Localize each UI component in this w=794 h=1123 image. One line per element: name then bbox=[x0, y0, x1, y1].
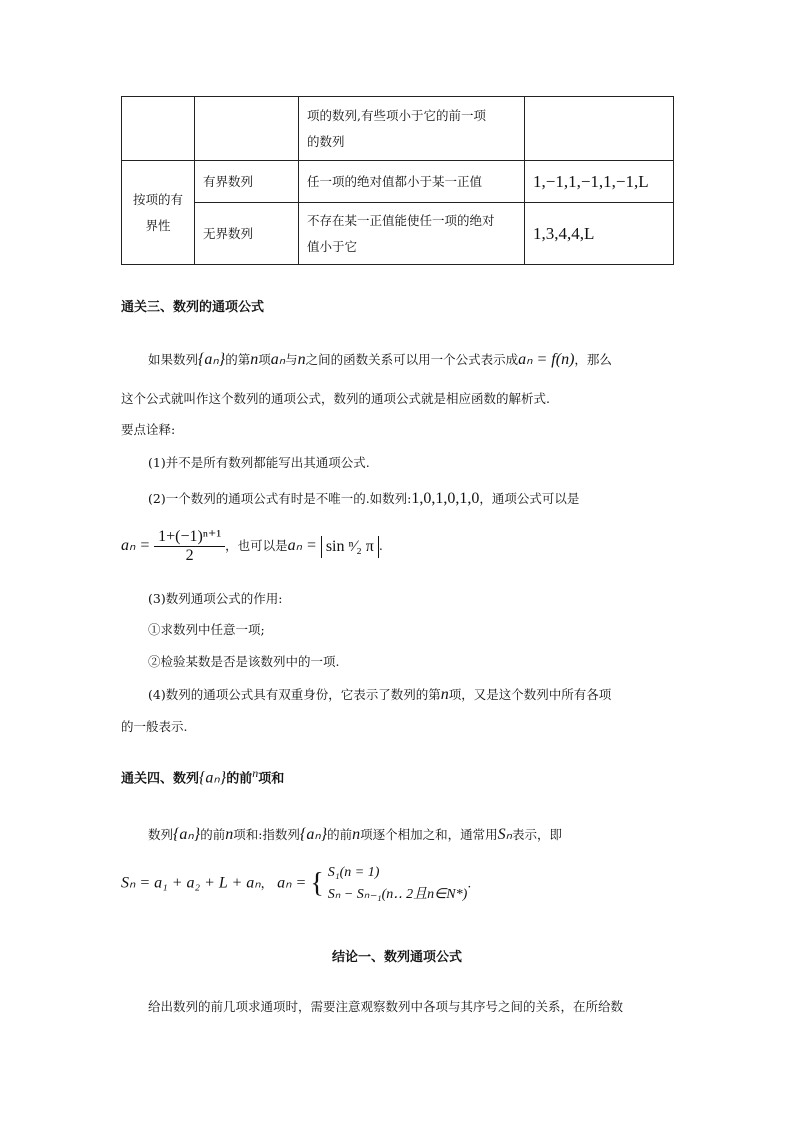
fraction bbox=[154, 528, 225, 565]
table-cell bbox=[122, 97, 195, 161]
text: 通关四、数列 bbox=[121, 771, 200, 787]
math: aₙ = bbox=[121, 537, 151, 554]
text: 项 bbox=[258, 352, 271, 367]
cell-text: 不存在某一正值能使任一项的绝对 bbox=[307, 212, 495, 228]
text: 的第 bbox=[225, 352, 251, 367]
unbounded-seq-name: 无界数列 bbox=[195, 203, 299, 265]
text: 之间的函数关系可以用一个公式表示成 bbox=[305, 352, 519, 367]
math: 1,0,1,0,1,0 bbox=[411, 490, 480, 507]
piecewise bbox=[328, 862, 468, 906]
math: {aₙ} bbox=[173, 826, 201, 843]
section-heading: 结论一、数列通项公式 bbox=[331, 950, 462, 965]
paragraph bbox=[121, 686, 674, 704]
bounded-seq-name: 有界数列 bbox=[195, 161, 299, 203]
math: Sₙ bbox=[497, 826, 512, 843]
paragraph: ①求数列中任意一项; bbox=[148, 622, 265, 637]
cell-text: 的数列 bbox=[307, 133, 345, 149]
unbounded-seq-example: 1,3,4,4,L bbox=[525, 203, 674, 265]
text: ，通项公式可以是 bbox=[479, 491, 580, 506]
absolute-value: sin ⁿ⁄₂ π bbox=[321, 536, 379, 558]
paragraph: 这个公式就叫作这个数列的通项公式，数列的通项公式就是相应函数的解析式. bbox=[121, 391, 550, 406]
unbounded-seq-def bbox=[299, 203, 525, 265]
text: 项和:指数列 bbox=[233, 827, 300, 842]
section-heading: 通关三、数列的通项公式 bbox=[121, 300, 265, 315]
text: (2)一个数列的通项公式有时是不唯一的.如数列: bbox=[148, 491, 412, 506]
text: ，那么 bbox=[574, 352, 612, 367]
paragraph: (1)并不是所有数列都能写出其通项公式. bbox=[148, 455, 370, 470]
table-cell bbox=[525, 97, 674, 161]
text: (4)数列的通项公式具有双重身份，它表示了数列的第 bbox=[148, 687, 441, 702]
paragraph: Sₙ = a₁ + a₂ + L + aₙ， aₙ = { S₁(n = 1) Sₙ − Sₙ₋₁(n‥ 2且n∈N*) . bbox=[121, 862, 674, 906]
math: {aₙ} bbox=[198, 351, 226, 368]
table-row bbox=[122, 161, 674, 203]
brace: { bbox=[310, 868, 324, 899]
paragraph: aₙ = $\frac{\text{1+(−1)ⁿ⁺¹}}{2}$ ，也可以是aₙ = sin ⁿ⁄₂ π . bbox=[121, 528, 383, 564]
math: n bbox=[252, 766, 259, 780]
text: 与 bbox=[285, 352, 298, 367]
case: Sₙ − Sₙ₋₁(n‥ 2且n∈N*) bbox=[327, 887, 468, 902]
text: ，也可以是 bbox=[225, 538, 288, 553]
math: {aₙ} bbox=[299, 826, 328, 843]
text: 项和 bbox=[258, 771, 285, 787]
text: 项逐个相加之和，通常用 bbox=[360, 827, 498, 842]
numerator: 1+(−1)ⁿ⁺¹ bbox=[154, 528, 225, 547]
table-cell bbox=[299, 97, 525, 161]
bounded-seq-example: 1,−1,1,−1,1,−1,L bbox=[525, 161, 674, 203]
sequence-properties-table bbox=[121, 96, 674, 265]
text: 的前 bbox=[226, 771, 253, 787]
math: n bbox=[297, 351, 306, 368]
math: n bbox=[225, 826, 234, 843]
section-heading bbox=[121, 766, 284, 787]
text: 数列 bbox=[148, 827, 174, 842]
paragraph: 的一般表示. bbox=[121, 719, 188, 734]
text: 的前 bbox=[327, 827, 353, 842]
group-label: 界性 bbox=[145, 217, 171, 233]
paragraph bbox=[121, 826, 674, 844]
cell-text: 项的数列,有些项小于它的前一项 bbox=[307, 107, 486, 123]
math: aₙ bbox=[270, 351, 286, 368]
table-row bbox=[122, 203, 674, 265]
cell-text: 值小于它 bbox=[307, 238, 358, 254]
paragraph: (3)数列通项公式的作用: bbox=[148, 591, 283, 606]
group-label-cell bbox=[122, 161, 195, 265]
math: {aₙ} bbox=[199, 769, 227, 787]
paragraph: 给出数列的前几项求通项时，需要注意观察数列中各项与其序号之间的关系，在所给数 bbox=[148, 999, 624, 1014]
bounded-seq-def: 任一项的绝对值都小于某一正值 bbox=[299, 161, 525, 203]
case: S₁(n = 1) bbox=[327, 865, 380, 880]
text: 如果数列 bbox=[148, 352, 199, 367]
math: aₙ = bbox=[287, 537, 317, 554]
math: n bbox=[250, 351, 259, 368]
table-row bbox=[122, 97, 674, 161]
text: 的前 bbox=[200, 827, 226, 842]
table-cell bbox=[195, 97, 299, 161]
paragraph: ②检验某数是否是该数列中的一项. bbox=[148, 654, 340, 669]
paragraph bbox=[121, 490, 674, 508]
math: aₙ = bbox=[277, 874, 307, 892]
math: n bbox=[352, 826, 361, 843]
paragraph: 要点诠释: bbox=[121, 422, 176, 437]
math: n bbox=[440, 686, 449, 703]
denominator: 2 bbox=[185, 547, 194, 564]
paragraph bbox=[121, 351, 674, 369]
math: Sₙ = a₁ + a₂ + L + aₙ bbox=[121, 874, 261, 892]
math: aₙ = f(n) bbox=[518, 351, 575, 368]
text: 表示，即 bbox=[512, 827, 563, 842]
text: 项，又是这个数列中所有各项 bbox=[448, 687, 612, 702]
group-label: 按项的有 bbox=[132, 191, 183, 207]
